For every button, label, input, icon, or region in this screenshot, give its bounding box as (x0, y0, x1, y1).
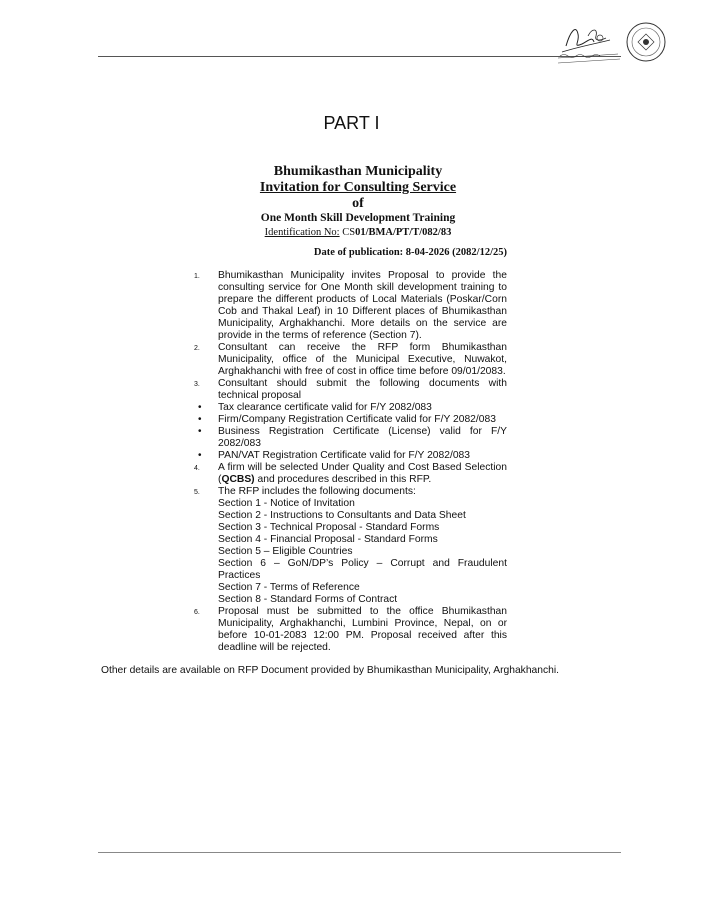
identification-label: Identification No: (264, 227, 340, 238)
item-text: Business Registration Certificate (License) valid for F/Y 2082/083 (218, 426, 507, 449)
identification-line (198, 227, 518, 238)
item-number: 1. (194, 273, 200, 280)
item-text: The RFP includes the following documents: (218, 486, 416, 497)
item-number: 2. (194, 345, 200, 352)
list-item (194, 402, 507, 414)
list-item (194, 606, 507, 654)
header-rule (98, 56, 621, 57)
list-item (194, 270, 507, 342)
section-line: Section 4 - Financial Proposal - Standard Forms (218, 534, 438, 545)
list-item (194, 450, 507, 462)
item-text: Consultant should submit the following documents with technical proposal (218, 378, 507, 401)
list-item (194, 378, 507, 402)
bullet-icon: • (198, 414, 202, 425)
list-item (194, 486, 507, 606)
bullet-icon: • (198, 402, 202, 413)
item-number: 5. (194, 489, 200, 496)
invitation-heading: Invitation for Consulting Service (259, 180, 457, 195)
list-item (194, 462, 507, 486)
part-title: PART I (323, 113, 380, 133)
list-item (194, 426, 507, 450)
notice-list (194, 270, 507, 654)
item-text: PAN/VAT Registration Certificate valid for F/Y 2082/083 (218, 450, 471, 461)
of-word: of (352, 196, 364, 211)
section-line: Section 5 – Eligible Countries (218, 546, 353, 557)
item-text: Tax clearance certificate valid for F/Y 2082/083 (218, 402, 432, 413)
signature-stamp-graphic (548, 14, 670, 68)
list-item (194, 342, 507, 378)
section-line: Section 3 - Technical Proposal - Standard Forms (218, 522, 440, 533)
footer-rule (98, 852, 621, 853)
item-number: 4. (194, 465, 200, 472)
item-number: 3. (194, 381, 200, 388)
municipality-name: Bhumikasthan Municipality (273, 164, 443, 179)
list-item (194, 414, 507, 426)
section-line: Section 2 - Instructions to Consultants and Data Sheet (218, 510, 466, 521)
section-line: Section 8 - Standard Forms of Contract (218, 594, 398, 605)
signature-stamp (548, 14, 670, 68)
item-text: A firm will be selected Under Quality and Cost Based Selection ( (218, 462, 507, 485)
qcbs-text: QCBS) (221, 474, 255, 485)
item-text: and procedures described in this RFP. (254, 474, 432, 485)
item-number: 6. (194, 609, 200, 616)
item-text: Bhumikasthan Municipality invites Proposal to provide the consulting service for One Month skill development training to prepare the different products of Local Materials (Poskar/Corn Cob and Thakal Leaf) in 10 Different places of Bhumikasthan Municipality, Arghakhanchi. More details on the service are provide in the terms of reference (Section 7). (218, 270, 507, 341)
identification-number: 01/BMA/PT/T/082/83 (355, 227, 452, 238)
bullet-icon: • (198, 426, 202, 437)
footer-note: Other details are available on RFP Document provided by Bhumikasthan Municipality, Arghakhanchi. (100, 665, 560, 676)
training-title: One Month Skill Development Training (260, 212, 456, 224)
section-line: Section 1 - Notice of Invitation (218, 498, 355, 509)
item-text: Proposal must be submitted to the office Bhumikasthan Municipality, Arghakhanchi, Lumbini Province, Nepal, on or before 10-01-2083 12:00 PM. Proposal received after this deadline will be rejected. (218, 606, 507, 653)
identification-prefix: CS (342, 227, 356, 238)
section-line: Section 6 – GoN/DP’s Policy – Corrupt and Fraudulent Practices (218, 558, 507, 581)
item-text: Firm/Company Registration Certificate valid for F/Y 2082/083 (218, 414, 496, 425)
publication-date: Date of publication: 8-04-2026 (2082/12/25) (313, 247, 507, 258)
section-line: Section 7 - Terms of Reference (218, 582, 360, 593)
bullet-icon: • (198, 450, 202, 461)
item-text: Consultant can receive the RFP form Bhumikasthan Municipality, office of the Municipal Executive, Nuwakot, Arghakhanchi with free of cost in office time before 09/01/2083. (218, 342, 507, 377)
